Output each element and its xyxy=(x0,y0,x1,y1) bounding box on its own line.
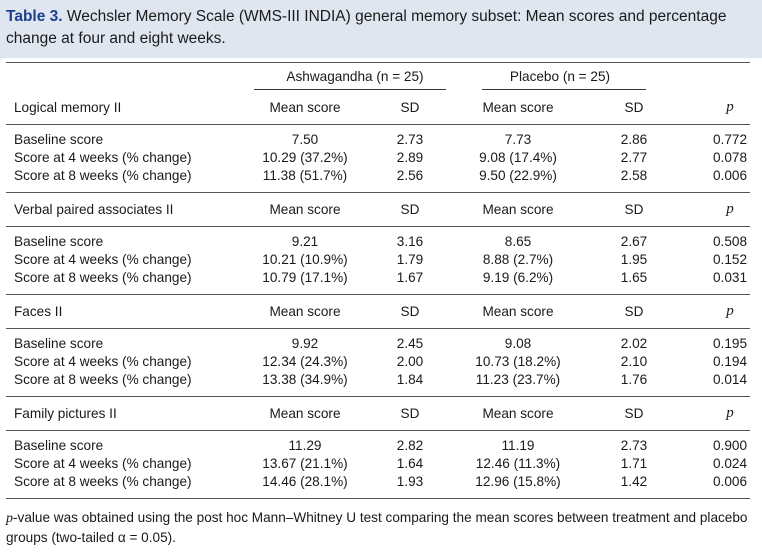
table-label: Table 3. xyxy=(6,8,63,25)
ashwagandha-underline xyxy=(254,89,446,90)
col-header-p: p xyxy=(726,303,734,319)
ashwagandha-mean-cell: 12.34 (24.3%) xyxy=(262,354,348,369)
col-header-sd: SD xyxy=(624,202,644,217)
ashwagandha-sd-cell: 2.00 xyxy=(396,354,424,369)
placebo-sd-cell: 2.73 xyxy=(620,438,648,453)
caption-box xyxy=(0,0,762,58)
placebo-mean-cell: 9.08 xyxy=(504,336,532,351)
col-header-mean-score: Mean score xyxy=(269,100,341,115)
placebo-sd-cell: 1.95 xyxy=(620,252,648,267)
p-value-cell: 0.152 xyxy=(712,252,748,267)
ashwagandha-mean-cell: 13.67 (21.1%) xyxy=(262,456,348,471)
ashwagandha-sd-cell: 2.89 xyxy=(396,150,424,165)
col-header-mean-score: Mean score xyxy=(482,406,554,421)
ashwagandha-mean-cell: 9.21 xyxy=(291,234,319,249)
ashwagandha-sd-cell: 2.82 xyxy=(396,438,424,453)
placebo-mean-cell: 12.46 (11.3%) xyxy=(475,456,561,471)
row-label: Baseline score xyxy=(14,336,104,351)
p-value-cell: 0.195 xyxy=(712,336,748,351)
placebo-sd-cell: 2.10 xyxy=(620,354,648,369)
p-value-cell: 0.024 xyxy=(712,456,748,471)
ashwagandha-mean-cell: 13.38 (34.9%) xyxy=(262,372,348,387)
ashwagandha-sd-cell: 1.67 xyxy=(396,270,424,285)
ashwagandha-mean-cell: 10.29 (37.2%) xyxy=(262,150,348,165)
p-value-cell: 0.031 xyxy=(712,270,748,285)
col-header-sd: SD xyxy=(624,100,644,115)
caption-text: Wechsler Memory Scale (WMS-III INDIA) general memory subset: Mean scores and percentage change at four and eight weeks. xyxy=(6,8,727,47)
placebo-mean-cell: 10.73 (18.2%) xyxy=(475,354,561,369)
placebo-mean-cell: 7.73 xyxy=(504,132,532,147)
p-value-cell: 0.014 xyxy=(712,372,748,387)
ashwagandha-mean-cell: 11.38 (51.7%) xyxy=(262,168,348,183)
ashwagandha-mean-cell: 10.21 (10.9%) xyxy=(262,252,348,267)
placebo-underline xyxy=(482,89,646,90)
placebo-sd-cell: 2.67 xyxy=(620,234,648,249)
placebo-sd-cell: 2.86 xyxy=(620,132,648,147)
col-header-mean-score: Mean score xyxy=(269,202,341,217)
placebo-mean-cell: 9.50 (22.9%) xyxy=(479,168,557,183)
row-label: Score at 8 weeks (% change) xyxy=(14,270,192,285)
footnote-p-symbol: p xyxy=(6,511,13,526)
section-title: Verbal paired associates II xyxy=(14,202,174,217)
placebo-mean-cell: 12.96 (15.8%) xyxy=(475,474,561,489)
ashwagandha-mean-cell: 7.50 xyxy=(291,132,319,147)
p-value-cell: 0.006 xyxy=(712,474,748,489)
ashwagandha-sd-cell: 2.56 xyxy=(396,168,424,183)
table-footnote xyxy=(6,508,756,547)
ashwagandha-sd-cell: 3.16 xyxy=(396,234,424,249)
row-label: Score at 4 weeks (% change) xyxy=(14,354,192,369)
table-top-rule xyxy=(6,62,750,63)
placebo-mean-cell: 11.23 (23.7%) xyxy=(475,372,561,387)
col-header-p: p xyxy=(726,405,734,421)
placebo-sd-cell: 1.76 xyxy=(620,372,648,387)
placebo-sd-cell: 1.71 xyxy=(620,456,648,471)
placebo-sd-cell: 2.58 xyxy=(620,168,648,183)
row-label: Score at 4 weeks (% change) xyxy=(14,150,192,165)
ashwagandha-mean-cell: 9.92 xyxy=(291,336,319,351)
col-header-sd: SD xyxy=(624,406,644,421)
section-rule xyxy=(6,226,750,227)
ashwagandha-mean-cell: 10.79 (17.1%) xyxy=(262,270,348,285)
ashwagandha-sd-cell: 2.45 xyxy=(396,336,424,351)
ashwagandha-mean-cell: 14.46 (28.1%) xyxy=(262,474,348,489)
col-header-p: p xyxy=(726,201,734,217)
p-value-cell: 0.194 xyxy=(712,354,748,369)
group-header-ashwagandha: Ashwagandha (n = 25) xyxy=(286,69,424,84)
ashwagandha-sd-cell: 1.79 xyxy=(396,252,424,267)
placebo-sd-cell: 1.42 xyxy=(620,474,648,489)
col-header-mean-score: Mean score xyxy=(482,304,554,319)
col-header-sd: SD xyxy=(400,202,420,217)
col-header-mean-score: Mean score xyxy=(482,100,554,115)
placebo-mean-cell: 9.19 (6.2%) xyxy=(482,270,554,285)
placebo-mean-cell: 9.08 (17.4%) xyxy=(479,150,557,165)
ashwagandha-sd-cell: 2.73 xyxy=(396,132,424,147)
row-label: Baseline score xyxy=(14,132,104,147)
col-header-mean-score: Mean score xyxy=(269,406,341,421)
row-label: Score at 8 weeks (% change) xyxy=(14,168,192,183)
row-label: Score at 4 weeks (% change) xyxy=(14,252,192,267)
col-header-sd: SD xyxy=(400,100,420,115)
p-value-cell: 0.900 xyxy=(712,438,748,453)
row-label: Baseline score xyxy=(14,438,104,453)
col-header-mean-score: Mean score xyxy=(269,304,341,319)
section-rule xyxy=(6,328,750,329)
row-label: Score at 8 weeks (% change) xyxy=(14,474,192,489)
section-bottom-rule xyxy=(6,294,750,295)
section-bottom-rule xyxy=(6,396,750,397)
group-header-placebo: Placebo (n = 25) xyxy=(509,69,611,84)
col-header-sd: SD xyxy=(400,304,420,319)
ashwagandha-sd-cell: 1.93 xyxy=(396,474,424,489)
section-title: Family pictures II xyxy=(14,406,117,421)
p-value-cell: 0.006 xyxy=(712,168,748,183)
col-header-p: p xyxy=(726,99,734,115)
p-value-cell: 0.078 xyxy=(712,150,748,165)
p-value-cell: 0.508 xyxy=(712,234,748,249)
table-caption xyxy=(6,6,756,50)
placebo-mean-cell: 8.88 (2.7%) xyxy=(482,252,554,267)
col-header-sd: SD xyxy=(624,304,644,319)
col-header-sd: SD xyxy=(400,406,420,421)
section-rule xyxy=(6,124,750,125)
col-header-mean-score: Mean score xyxy=(482,202,554,217)
section-bottom-rule xyxy=(6,192,750,193)
ashwagandha-sd-cell: 1.84 xyxy=(396,372,424,387)
placebo-sd-cell: 1.65 xyxy=(620,270,648,285)
row-label: Baseline score xyxy=(14,234,104,249)
section-title: Logical memory II xyxy=(14,100,122,115)
section-title: Faces II xyxy=(14,304,63,319)
p-value-cell: 0.772 xyxy=(712,132,748,147)
table-bottom-rule xyxy=(6,498,750,499)
row-label: Score at 4 weeks (% change) xyxy=(14,456,192,471)
placebo-mean-cell: 11.19 xyxy=(501,438,535,453)
footnote-text: -value was obtained using the post hoc Mann–Whitney U test comparing the mean scores between treatment and placebo groups (two-tailed α = 0.05). xyxy=(6,510,748,545)
placebo-sd-cell: 2.02 xyxy=(620,336,648,351)
placebo-mean-cell: 8.65 xyxy=(504,234,532,249)
row-label: Score at 8 weeks (% change) xyxy=(14,372,192,387)
ashwagandha-sd-cell: 1.64 xyxy=(396,456,424,471)
section-rule xyxy=(6,430,750,431)
ashwagandha-mean-cell: 11.29 xyxy=(288,438,322,453)
placebo-sd-cell: 2.77 xyxy=(620,150,648,165)
